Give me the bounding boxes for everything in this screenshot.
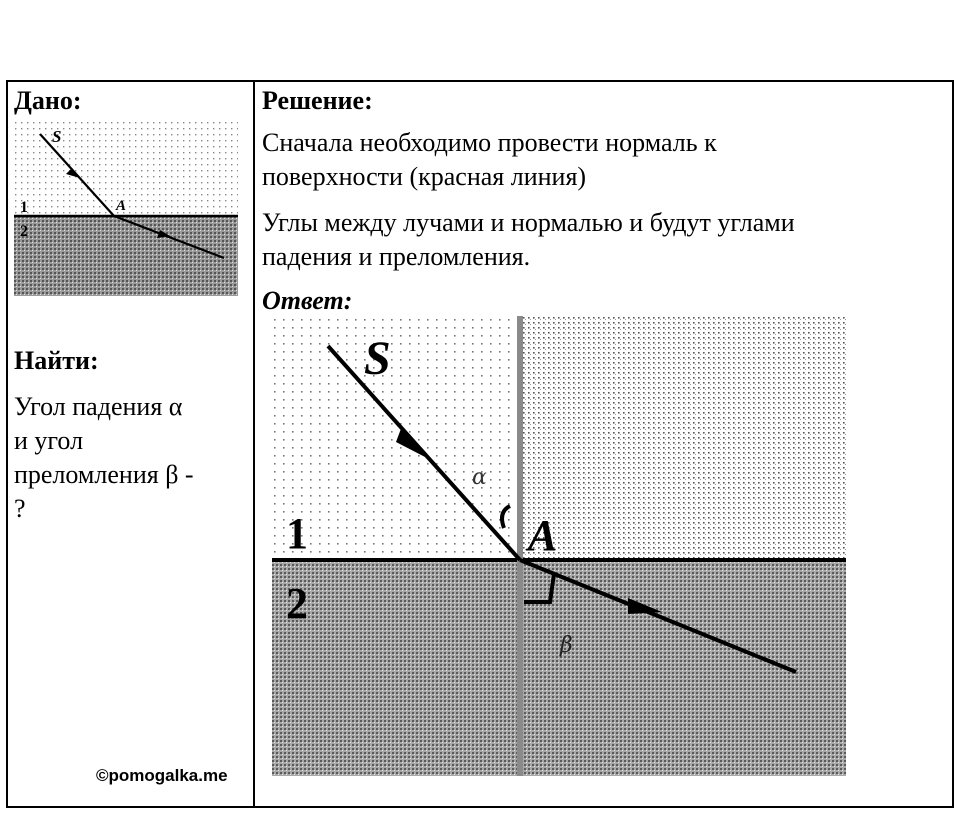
paragraph-1-line-1: Сначала необходимо провести нормаль к [262, 128, 717, 157]
paragraph-2-line-2: падения и преломления. [262, 242, 531, 271]
ray-label: S [364, 332, 391, 385]
find-line-1: Угол падения α [14, 392, 183, 421]
column-divider [253, 82, 255, 806]
small-point-label: A [116, 198, 127, 214]
medium-2-label: 2 [286, 579, 308, 628]
answer-label: Ответ: [262, 286, 353, 315]
small-medium-2-label: 2 [20, 223, 28, 240]
paragraph-2-line-1: Углы между лучами и нормалью и будут углами [262, 208, 795, 237]
paragraph-1-line-2: поверхности (красная линия) [262, 162, 587, 191]
find-label: Найти: [14, 346, 99, 375]
small-medium-2 [14, 216, 238, 296]
given-label: Дано: [14, 86, 82, 115]
find-line-3: преломления β - [14, 460, 194, 489]
solution-label: Решение: [262, 86, 373, 115]
medium-1-label: 1 [286, 509, 308, 558]
beta-label: β [560, 633, 573, 658]
medium-1-right [522, 316, 846, 560]
medium-2 [272, 560, 846, 776]
large-refraction-figure [272, 316, 846, 776]
find-line-4: ? [14, 494, 26, 523]
watermark: ©pomogalka.me [96, 766, 228, 785]
small-medium-1-label: 1 [20, 199, 28, 216]
small-refraction-figure [14, 120, 238, 296]
alpha-label: α [472, 465, 487, 490]
small-ray-label: S [52, 127, 62, 146]
point-label: A [528, 511, 558, 560]
find-line-2: и угол [14, 426, 84, 455]
